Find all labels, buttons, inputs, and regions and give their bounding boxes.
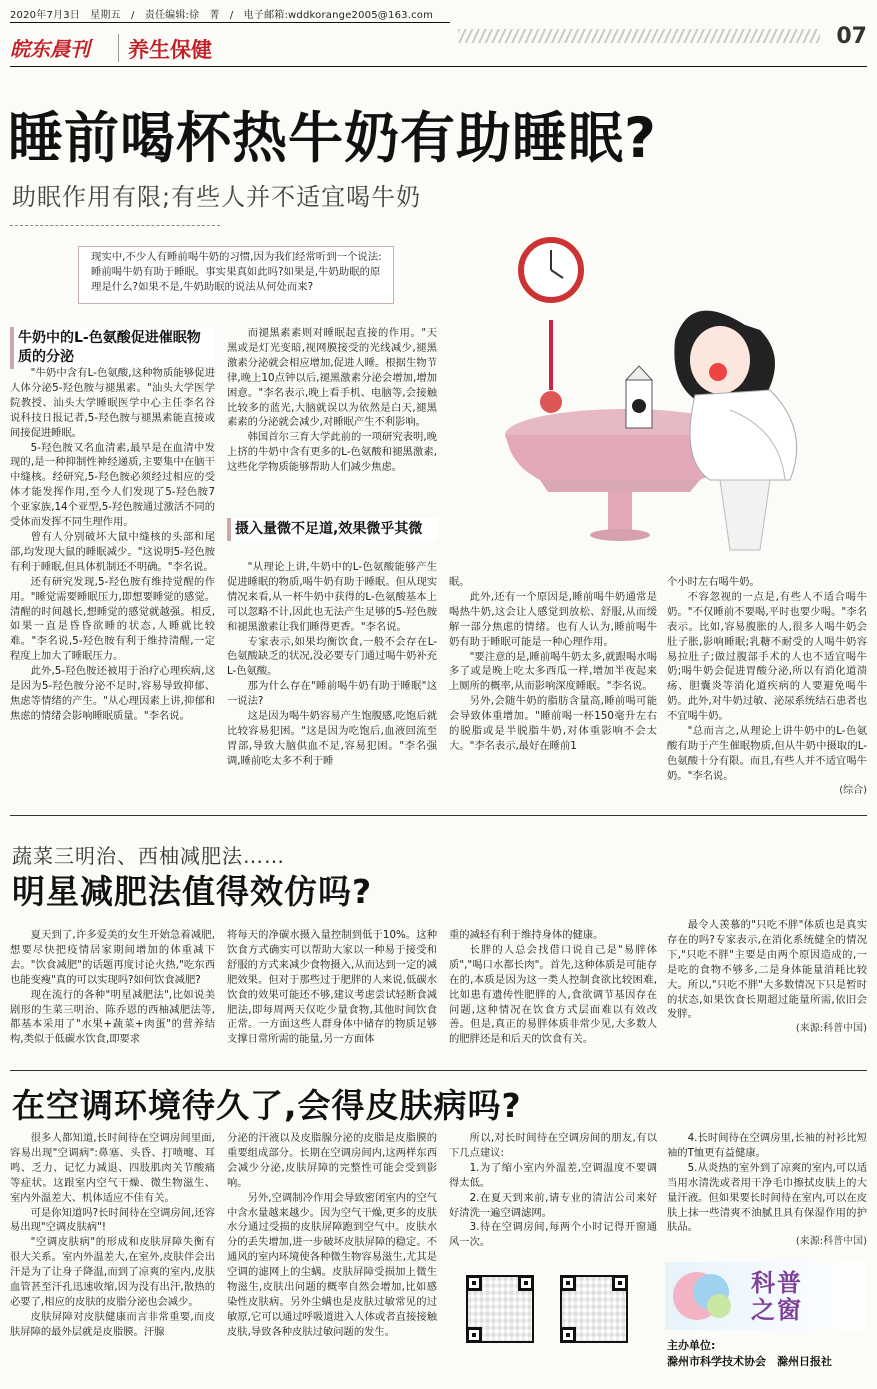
paragraph: 长胖的人总会找借口说自己是"易胖体质","喝口水都长肉"。首先,这种体质是可能存在的,本质是因为这一类人控制食欲比较困难,比如患有遗传性肥胖的人,食欲调节基因存在问题,这种情况在饮食方式层面难以有效改善。但是,真正的易胖体质非常少见,大多数人的肥胖还是和后天的饮食有关。: [449, 943, 657, 1046]
article1-column-1: [10, 366, 215, 724]
paragraph: 韩国首尔三育大学此前的一项研究表明,晚上挤的牛奶中含有更多的L-色氨酸和褪黑激素,这些化学物质能够帮助人们减少焦虑。: [227, 431, 437, 474]
article1-source: (综合): [839, 784, 867, 796]
article3-headline: 在空调环境待久了,会得皮肤病吗?: [12, 1086, 522, 1125]
article1-column-2b: [227, 560, 437, 769]
paragraph: 此外,还有一个原因是,睡前喝牛奶通常是喝热牛奶,这会让人感觉到放松、舒服,从而缓解一部分焦虑的情绪。也有人认为,睡前喝牛奶有助于睡眠可能是一种心理作用。: [449, 590, 657, 648]
article1-column-2a: [227, 326, 437, 475]
paragraph: 可是你知道吗?长时间待在空调房间,还容易出现"空调皮肤病"!: [10, 1206, 215, 1234]
masthead-bottom-rule: [10, 66, 867, 67]
paragraph: "空调皮肤病"的形成和皮肤屏障失衡有很大关系。室内外温差大,在室外,皮肤伴会出汗是为了让身子降温,而到了凉爽的室内,皮肤血管甚至汗孔迅速收缩,因为没有出汗,散热的必要了,相应的皮肤的皮脂分泌也会减少。: [10, 1236, 215, 1308]
article1-section1-title: 牛奶中的L-色氨酸促进催眠物质的分泌: [10, 327, 215, 369]
article1-section2-title: 摄入量微不足道,效果微乎其微: [227, 518, 437, 541]
paragraph: 现在流行的各种"明星减肥法",比如说美剧形的生菜三明治、陈乔恩的西柚减肥法等,都基本采用了"水果+蔬菜+肉蛋"的营养结构,类似于低碳水饮食,即要求: [10, 988, 215, 1046]
qr-code-1[interactable]: [466, 1275, 534, 1343]
paragraph: 皮肤屏障对皮肤健康而言非常重要,而皮肤屏障的最外层就是皮脂膜。汗腺: [10, 1310, 215, 1338]
paragraph: 5-羟色胺又名血清素,最早是在血清中发现的,是一种抑制性神经递质,主要集中在脑干中缝核。经研究,5-羟色胺必须经过相应的受体才能发挥作用,至今人们发现了5-羟色胺7个亚家族,14个亚型,5-羟色胺通过激活不同的受体而发挥不同生理作用。: [10, 441, 215, 529]
article1-subheadline: 助眠作用有限;有些人并不适宜喝牛奶: [12, 183, 422, 211]
paragraph: 另外,空调制冷作用会导致密闭室内的空气中含水量越来越少。因为空气干燥,更多的皮肤水分通过受损的皮肤屏障跑到空气中。皮肤水分的丢失增加,进一步破坏皮肤屏障的稳定。不通风的室内环境使各种微生物容易滋生,尤其是空调的滤网上的尘螨。皮肤屏障受损加上微生物滋生,皮肤出问题的概率自然会增加,比如感染性皮肤病。另外尘螨也是皮肤过敏常见的过敏原,它可以通过呼吸道进入人体或者直接接触皮肤,导致各种皮肤过敏问题的发生。: [227, 1191, 437, 1338]
paragraph: 最令人羡慕的"只吃不胖"体质也是真实存在的吗?专家表示,在消化系统健全的情况下,"只吃不胖"主要是由两个原因造成的,一是吃的食物不够多,二是身体能量消耗比较大。所以,"只吃不胖"大多数情况下只是暂时的状态,如果饮食长期超过能量所需,依旧会发胖。: [667, 919, 867, 1021]
article1-column-4: [667, 575, 867, 799]
article2-source: (来源:科普中国): [795, 1023, 867, 1035]
paragraph: 眠。: [449, 576, 470, 588]
kepu-icon: [667, 1262, 747, 1330]
article3-column-1: [10, 1131, 215, 1340]
paragraph: "要注意的是,睡前喝牛奶太多,就跟喝水喝多了或是晚上吃太多西瓜一样,增加半夜起来上厕所的概率,从而影响深度睡眠。"李名说。: [449, 650, 657, 693]
page-number: 07: [836, 24, 867, 49]
article1-headline: 睡前喝杯热牛奶有助睡眠?: [8, 106, 657, 170]
masthead-stripes: [458, 29, 820, 43]
article2-column-4: [667, 918, 867, 1037]
paragraph: 专家表示,如果均衡饮食,一般不会存在L-色氨酸缺乏的状况,没必要专门通过喝牛奶补充L-色氨酸。: [227, 635, 437, 678]
section-title: 养生保健: [128, 38, 212, 62]
article3-source: (来源:科普中国): [795, 1236, 867, 1248]
article3-column-2: [227, 1131, 437, 1340]
girl-drinking-milk-illustration: [430, 230, 870, 560]
paragraph: 另外,会随牛奶的脂肪含量高,睡前喝可能会导致体重增加。"睡前喝一杯150毫升左右的脱脂或是半脱脂牛奶,对体重影响不会太大。"李名表示,最好在睡前1: [449, 695, 657, 752]
paragraph: 重的减轻有利于维持身体的健康。: [449, 929, 604, 941]
kepu-logo-panel: [665, 1262, 865, 1330]
paragraph: 个小时左右喝牛奶。: [667, 576, 760, 588]
paragraph: 那为什么存在"睡前喝牛奶有助于睡眠"这一说法?: [227, 680, 437, 708]
paragraph: 曾有人分别破坏大鼠中缝核的头部和尾部,均发现大鼠的睡眠减少。"这说明5-羟色胺有利于睡眠,但具体机制还不明确。"李名说。: [10, 530, 215, 573]
article2-headline: 明星减肥法值得效仿吗?: [12, 872, 373, 911]
paragraph: 很多人都知道,长时间待在空调房间里面,容易出现"空调病":鼻塞、头昏、打喷嚏、耳鸣、乏力、记忆力减退、四肢肌肉关节酸痛等症状。这跟室内空气干燥、微生物滋生、室内外温差大、机体适应不佳有关。: [10, 1132, 215, 1204]
paragraph: 而褪黑素素则对睡眠起直接的作用。"天黑或是灯光变暗,视网膜接受的光线减少,褪黑激素分泌就会相应增加,促进人睡。根据生物节律,晚上10点钟以后,褪黑激素分泌会增加,增加困意。"李名表示,晚上看手机、电脑等,会接触比较多的蓝光,大脑就误以为依然是白天,褪黑素素的分泌就会减少,对睡眠产生不利影响。: [227, 327, 437, 429]
sponsor-label: 主办单位:: [667, 1339, 716, 1352]
paragraph: 不容忽视的一点是,有些人不适合喝牛奶。"不仅睡前不要喝,平时也要少喝。"李名表示。比如,容易腹胀的人,很多人喝牛奶会肚子胀,影响睡眠;乳糖不耐受的人喝牛奶容易拉肚子;做过腹部手术的人也不适宜喝牛奶;喝牛奶会促进胃酸分泌,所以有消化道溃疡、胆囊炎等消化道疾病的人要避免喝牛奶。此外,对牛奶过敏、泌尿系统结石患者也不宜喝牛奶。: [667, 590, 867, 723]
qr-code-2[interactable]: [560, 1275, 628, 1343]
paragraph: 还有研究发现,5-羟色胺有维持觉醒的作用。"睡觉需要睡眠压力,即想要睡觉的感觉。清醒的时间越长,想睡觉的感觉就越强。相反,如果一直是昏昏欲睡的状态,人睡就比较难。"李名说,5-羟色胺有利于维持清醒,一定程度上加大了睡眠压力。: [10, 575, 215, 663]
paragraph: 2.在夏天到来前,请专业的清洁公司来好好清洗一遍空调滤网。: [449, 1191, 657, 1219]
paragraph: "牛奶中含有L-色氨酸,这种物质能够促进人体分泌5-羟色胺与褪黑素。"汕头大学医学院教授、汕头大学睡眠医学中心主任李名谷说科技日报记者,5-羟色胺与褪黑素能直接或间接促进睡眠。: [10, 367, 215, 439]
masthead-divider: [118, 34, 119, 62]
article-divider: [10, 1070, 867, 1071]
paragraph: 1.为了缩小室内外温差,空调温度不要调得太低。: [449, 1161, 657, 1189]
paragraph: "从理论上讲,牛奶中的L-色氨酸能够产生促进睡眠的物质,喝牛奶有助于睡眠。但从现实情况来看,从一杯牛奶中获得的L-色氨酸基本上可以忽略不计,因此也无法产生足够的5-羟色胺和褪黑激素让我们睡得更香。"李名说。: [227, 561, 437, 633]
paragraph: 此外,5-羟色胺还被用于治疗心理疾病,这是因为5-羟色胺分泌不足时,容易导致抑郁、焦虑等情绪的产生。"从心理因素上讲,抑郁和焦虑的情绪会影响睡眠质量。"李名说。: [10, 665, 215, 722]
paragraph: 分泌的汗液以及皮脂腺分泌的皮脂是皮脂膜的重要组成部分。长期在空调房间内,这两样东西会减少分泌,皮肤屏障的完整性可能会受到影响。: [227, 1132, 437, 1189]
article2-column-3: [449, 928, 657, 1047]
dashed-rule: [10, 225, 220, 226]
paragraph: 5.从炎热的室外到了凉爽的室内,可以适当用水清洗或者用干净毛巾擦拭皮肤上的大量汗液。但如果要长时间待在室内,可以在皮肤上抹一些清爽不油腻且具有保湿作用的护肤品。: [667, 1161, 867, 1234]
article1-column-3: [449, 575, 657, 754]
article3-column-3: [449, 1131, 657, 1250]
masthead-date-line: 2020年7月3日 星期五 / 责任编辑:徐 菁 / 电子邮箱:wddkorange2005@163.com: [10, 10, 434, 21]
sponsor-names: 滁州市科学技术协会 滁州日报社: [667, 1355, 832, 1368]
article-divider: [10, 815, 867, 816]
article2-kicker: 蔬菜三明治、西柚减肥法……: [12, 844, 285, 868]
newspaper-logo: 皖东晨刊: [10, 37, 90, 61]
paragraph: 4.长时间待在空调房里,长袖的衬衫比短袖的T恤更有益健康。: [667, 1132, 867, 1159]
article3-column-4: [667, 1131, 867, 1250]
paragraph: 3.待在空调房间,每两个小时记得开窗通风一次。: [449, 1221, 657, 1249]
masthead-rule: [10, 22, 450, 23]
paragraph: 夏天到了,许多爱美的女生开始急着减肥,想要尽快把疫情居家期间增加的体重减下去。"饮食减肥"的话题再度讨论火热,"吃东西也能变瘦"真的可以实现吗?如何饮食减肥?: [10, 929, 215, 986]
article2-column-2: [227, 928, 437, 1047]
paragraph: "总而言之,从理论上讲牛奶中的L-色氨酸有助于产生催眠物质,但从牛奶中摄取的L-色氨酸十分有限。而且,有些人并不适宜喝牛奶。"李名说。: [667, 725, 867, 782]
paragraph: 将每天的净碳水摄入量控制到低于10%。这种饮食方式确实可以帮助大家以一种易于接受和舒服的方式来减少食物摄入,从而达到一定的减肥效果。但对于那些过于肥胖的人来说,低碳水饮食的效果可能还不够,建议考虑尝试轻断食减肥法,即每周两天仅吃少量食物,其他时间饮食正常。一方面这些人群身体中储存的物质足够支撑日常所需的能量,另一方面体: [227, 929, 437, 1046]
paragraph: 所以,对长时间待在空调房间的朋友,有以下几点建议:: [449, 1132, 657, 1159]
article2-column-1: [10, 928, 215, 1047]
article1-intro: 现实中,不少人有睡前喝牛奶的习惯,因为我们经常听到一个说法:睡前喝牛奶有助于睡眠。事实果真如此吗?如果是,牛奶助眠的原理是什么?如果不是,牛奶助眠的说法从何处而来?: [78, 246, 394, 304]
kepu-label: 科普之窗: [751, 1269, 803, 1324]
paragraph: 这是因为喝牛奶容易产生饱腹感,吃饱后就比较容易犯困。"这是因为吃饱后,血液回流至胃部,导致大脑供血不足,容易犯困。"李名强调,睡前吃太多不利于睡: [227, 710, 437, 767]
